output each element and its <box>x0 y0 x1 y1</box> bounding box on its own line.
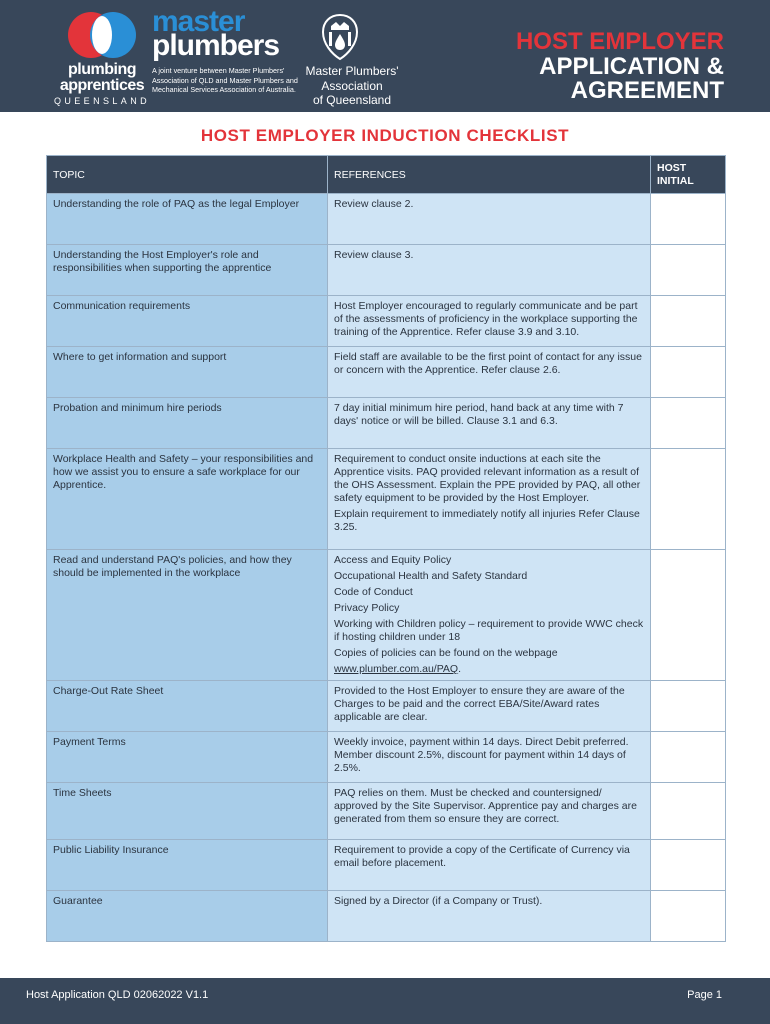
policies-webpage-link[interactable]: www.plumber.com.au/PAQ <box>334 663 459 675</box>
references-cell <box>328 245 651 296</box>
reference-line: Review clause 2. <box>334 198 414 210</box>
reference-line: 7 day initial minimum hire period, hand back at any time with 7 days' notice or will be billed. Clause 3.1 and 6.3. <box>334 402 624 427</box>
table-row <box>47 245 726 296</box>
reference-line: Code of Conduct <box>334 586 413 598</box>
topic-cell: Public Liability Insurance <box>47 840 328 891</box>
assoc-line2: Association <box>321 78 383 93</box>
table-row <box>47 783 726 840</box>
assoc-line1: Master Plumbers' <box>305 64 399 78</box>
reference-line: Signed by a Director (if a Company or Trust). <box>334 895 543 907</box>
references-cell <box>328 347 651 398</box>
pa-logo-line1: plumbing <box>68 61 136 78</box>
table-row <box>47 732 726 783</box>
host-initial-field[interactable] <box>651 296 726 347</box>
host-initial-field[interactable] <box>651 245 726 296</box>
host-initial-field[interactable] <box>651 681 726 732</box>
references-cell <box>328 783 651 840</box>
host-initial-field[interactable] <box>651 783 726 840</box>
table-row <box>47 550 726 681</box>
page-title: HOST EMPLOYER INDUCTION CHECKLIST <box>200 126 570 145</box>
table-row <box>47 681 726 732</box>
table-row <box>47 449 726 550</box>
table-body <box>47 194 726 942</box>
title-line1: HOST EMPLOYER <box>515 28 724 55</box>
topic-cell: Understanding the role of PAQ as the legal Employer <box>47 194 328 245</box>
page-footer <box>0 978 770 1024</box>
host-initial-field[interactable] <box>651 891 726 942</box>
topic-cell: Where to get information and support <box>47 347 328 398</box>
topic-cell: Understanding the Host Employer's role and responsibilities when supporting the apprentice <box>47 245 328 296</box>
host-initial-field[interactable] <box>651 550 726 681</box>
association-crest-icon <box>320 12 360 62</box>
topic-cell: Communication requirements <box>47 296 328 347</box>
host-initial-field[interactable] <box>651 840 726 891</box>
mp-logo-word1: master <box>152 5 245 38</box>
induction-checklist-table <box>46 155 726 942</box>
reference-line: Review clause 3. <box>334 249 414 261</box>
topic-cell: Charge-Out Rate Sheet <box>47 681 328 732</box>
topic-cell: Guarantee <box>47 891 328 942</box>
title-line3: AGREEMENT <box>570 77 724 104</box>
references-cell <box>328 194 651 245</box>
column-header-topic: TOPIC <box>47 156 328 194</box>
association-name <box>296 64 408 108</box>
host-initial-field[interactable] <box>651 398 726 449</box>
reference-line: Weekly invoice, payment within 14 days. Direct Debit preferred. Member discount 2.5%, discount for payment within 14 days of 2.5%. <box>334 736 629 774</box>
reference-line: Privacy Policy <box>334 602 400 614</box>
reference-link-line <box>334 663 644 676</box>
host-initial-field[interactable] <box>651 347 726 398</box>
host-initial-field[interactable] <box>651 732 726 783</box>
reference-line: Copies of policies can be found on the webpage <box>334 647 558 659</box>
references-cell <box>328 681 651 732</box>
host-initial-field[interactable] <box>651 449 726 550</box>
reference-line: Field staff are available to be the first point of contact for any issue or concern with the Apprentice. Refer clause 2.6. <box>334 351 642 376</box>
page-header <box>0 0 770 112</box>
footer-page-number: Page 1 <box>687 989 722 1001</box>
references-cell <box>328 296 651 347</box>
pa-logo-line2: apprentices <box>59 77 145 94</box>
references-cell <box>328 732 651 783</box>
reference-line: Explain requirement to immediately notify all injuries Refer Clause 3.25. <box>334 508 640 533</box>
references-cell <box>328 449 651 550</box>
table-row <box>47 347 726 398</box>
table-row <box>47 398 726 449</box>
link-suffix: . <box>458 663 462 675</box>
references-cell <box>328 398 651 449</box>
assoc-line3: of Queensland <box>312 93 392 107</box>
document-title <box>516 30 724 104</box>
table-row <box>47 194 726 245</box>
references-cell <box>328 550 651 681</box>
topic-cell: Time Sheets <box>47 783 328 840</box>
reference-line: Access and Equity Policy <box>334 554 452 566</box>
topic-cell: Read and understand PAQ's policies, and how they should be implemented in the workplace <box>47 550 328 681</box>
logo-circles-icon <box>66 10 138 60</box>
column-header-host-initial: HOST INITIAL <box>651 156 726 194</box>
table-header-row <box>47 156 726 194</box>
reference-line: PAQ relies on them. Must be checked and countersigned/ approved by the Site Supervisor. Apprentice pay and charges are generated from them so ensure they are correct. <box>334 787 637 825</box>
table-row <box>47 840 726 891</box>
mp-logo-word2: plumbers <box>152 29 280 62</box>
topic-cell: Payment Terms <box>47 732 328 783</box>
table-row <box>47 891 726 942</box>
reference-line: Provided to the Host Employer to ensure they are aware of the Charges to be paid and the correct EBA/Site/Award rates applicable are clear. <box>334 685 625 723</box>
reference-line: Working with Children policy – requirement to provide WWC check if hosting children under 18 <box>334 618 644 643</box>
table-row <box>47 296 726 347</box>
column-header-references: REFERENCES <box>328 156 651 194</box>
host-initial-field[interactable] <box>651 194 726 245</box>
references-cell <box>328 840 651 891</box>
footer-document-id: Host Application QLD 02062022 V1.1 <box>26 989 209 1001</box>
topic-cell: Probation and minimum hire periods <box>47 398 328 449</box>
mp-logo-subtitle: A joint venture between Master Plumbers' Association of QLD and Master Plumbers and Mechanical Services Association of Australia. <box>152 66 298 94</box>
reference-line: Requirement to conduct onsite inductions at each site the Apprentice visits. PAQ provided relevant information as a result of the OHS Assessment. Explain the PPE provided by PAQ, all other safety equipment to be provided by the Host Employer. <box>334 453 641 504</box>
title-line2: APPLICATION & <box>539 52 724 80</box>
topic-cell: Workplace Health and Safety – your responsibilities and how we assist you to ensure a safe workplace for our Apprentice. <box>47 449 328 550</box>
pa-logo-line3: QUEENSLAND <box>53 96 150 106</box>
reference-line: Requirement to provide a copy of the Certificate of Currency via email before placement. <box>334 844 630 869</box>
references-cell <box>328 891 651 942</box>
reference-line: Host Employer encouraged to regularly communicate and be part of the assessments of proficiency in the workplace supporting the training of the Apprentice. Refer clause 3.9 and 3.10. <box>334 300 638 338</box>
reference-line: Occupational Health and Safety Standard <box>334 570 528 582</box>
